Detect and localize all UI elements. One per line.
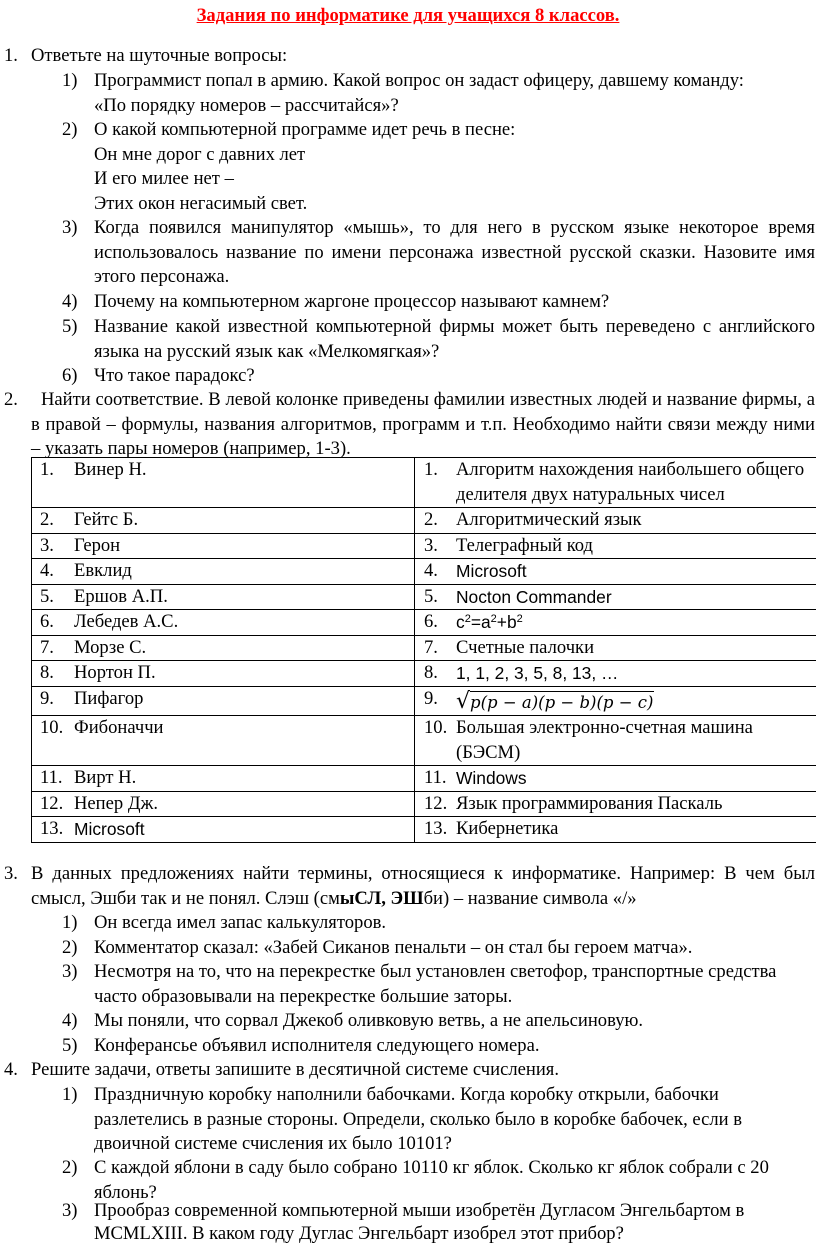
left-number: 7. (40, 636, 54, 658)
left-number: 1. (40, 459, 54, 480)
right-text: Счетные палочки (456, 636, 595, 658)
left-cell (32, 791, 415, 817)
left-entry (32, 534, 414, 559)
s1-item-1-number: 1) (62, 70, 78, 91)
song-line-1: Он мне дорог с давних лет (94, 144, 306, 165)
right-cell (415, 610, 816, 636)
left-number: 11. (40, 767, 63, 788)
right-text: 1, 1, 2, 3, 5, 8, 13, … (456, 663, 619, 683)
right-text: Nocton Commander (456, 586, 612, 607)
section-3-text-start: В данных предложениях найти термины, относящиеся к информатике. Например: В чем был смысл, Эшби так и не понял. Слэш (см (31, 863, 815, 909)
table-row (32, 458, 816, 508)
section-1-heading: Ответьте на шуточные вопросы: (31, 45, 288, 66)
left-name: Microsoft (74, 819, 145, 839)
right-number: 3. (424, 534, 438, 556)
s3-item-2-text: Комментатор сказал: «Забей Сиканов пенальти – он стал бы героем матча». (94, 937, 693, 958)
right-number: 1. (424, 459, 438, 480)
left-number: 3. (40, 534, 54, 556)
s1-item-5-text: Название какой известной компьютерной фирмы может быть переведено с английского языка на русский язык как «Мелкомягкая»? (94, 316, 815, 362)
table-row (32, 559, 816, 585)
left-number: 9. (40, 687, 54, 709)
song-line-3: Этих окон негасимый свет. (94, 193, 308, 214)
left-number: 4. (40, 560, 54, 581)
section-3-text-end: би) – название символа «/» (423, 887, 637, 909)
s4-item-1-number: 1) (62, 1084, 78, 1105)
right-number: 7. (424, 636, 438, 658)
left-cell (32, 716, 415, 766)
table-row (32, 716, 816, 766)
table-row (32, 584, 816, 610)
s1-item-6-number: 6) (62, 365, 78, 386)
song-line-2: И его милее нет – (94, 168, 234, 189)
left-cell (32, 635, 415, 661)
s3-item-5-text: Конферансье объявил исполнителя следующего номера. (94, 1035, 540, 1056)
matching-table (31, 457, 816, 843)
s4-item-3-text: Прообраз современной компьютерной мыши изобретён Дугласом Энгельбартом в MCMLXIII. В каком году Дуглас Энгельбарт изобрел этот прибор? (94, 1200, 745, 1244)
right-entry (415, 766, 816, 791)
right-entry (415, 458, 816, 507)
left-entry (32, 687, 414, 712)
left-entry (32, 817, 414, 842)
right-entry (415, 687, 816, 716)
left-number: 6. (40, 611, 54, 632)
left-cell (32, 661, 415, 687)
s1-item-4-number: 4) (62, 291, 78, 312)
right-entry (415, 508, 816, 533)
right-text: Microsoft (456, 561, 527, 581)
left-cell (32, 533, 415, 559)
s4-item-3-number: 3) (62, 1200, 78, 1221)
s3-item-3-number: 3) (62, 961, 78, 982)
right-cell (415, 716, 816, 766)
table-row (32, 791, 816, 817)
s1-item-3-text: Когда появился манипулятор «мышь», то для него в русском языке некоторое время использовалось название по имени персонажа известной русской сказки. Назовите имя этого персонажа. (94, 217, 815, 287)
s4-item-2-text: С каждой яблони в саду было собрано 10110 кг яблок. Сколько кг яблок собрали с 20 яблонь? (94, 1157, 769, 1203)
left-name: Ершов А.П. (74, 585, 168, 607)
left-cell (32, 766, 415, 792)
left-number: 5. (40, 585, 54, 607)
s3-item-1-text: Он всегда имел запас калькуляторов. (94, 912, 387, 933)
right-cell (415, 458, 816, 508)
right-text: Язык программирования Паскаль (456, 792, 723, 814)
right-number: 5. (424, 585, 438, 607)
right-number: 6. (424, 611, 438, 632)
left-cell (32, 817, 415, 843)
left-cell (32, 610, 415, 636)
right-cell (415, 533, 816, 559)
right-number: 13. (424, 818, 448, 839)
left-entry (32, 792, 414, 817)
right-entry (415, 661, 816, 686)
s3-item-4-number: 4) (62, 1010, 78, 1031)
s4-item-1-text: Праздничную коробку наполнили бабочками. Когда коробку открыли, бабочки разлетелись в разные стороны. Определи, сколько было в коробке бабочек, если в двоичной системе счисления их было 10101? (94, 1084, 743, 1154)
right-entry (415, 817, 816, 842)
right-entry (415, 585, 816, 610)
s1-item-6-text: Что такое парадокс? (94, 365, 255, 386)
right-cell (415, 635, 816, 661)
section-2-text: Найти соответствие. В левой колонке приведены фамилии известных людей и название фирмы, а в правой – формулы, названия алгоритмов, программ и т.п. Необходимо найти связи между ними – указать пары номеров (например, 1-3). (31, 389, 815, 459)
left-cell (32, 508, 415, 534)
s3-item-3-text: Несмотря на то, что на перекрестке был установлен светофор, транспортные средства часто образовывали на перекрестке большие заторы. (94, 961, 777, 1007)
right-text: Windows (456, 768, 527, 788)
left-cell (32, 458, 415, 508)
table-row (32, 766, 816, 792)
right-number: 10. (424, 717, 448, 738)
left-name: Евклид (74, 560, 132, 581)
right-cell (415, 686, 816, 716)
left-cell (32, 584, 415, 610)
s3-item-5-number: 5) (62, 1035, 78, 1056)
section-3-text (31, 862, 815, 911)
right-number: 9. (424, 687, 438, 709)
right-entry (415, 792, 816, 817)
left-entry (32, 661, 414, 686)
right-cell (415, 817, 816, 843)
left-number: 2. (40, 509, 54, 530)
right-cell (415, 508, 816, 534)
right-number: 12. (424, 792, 448, 814)
s1-item-5-number: 5) (62, 316, 78, 337)
page-title: Задания по информатике для учащихся 8 классов. (196, 5, 620, 26)
right-cell (415, 766, 816, 792)
left-name: Пифагор (74, 687, 144, 709)
right-number: 4. (424, 560, 438, 581)
right-number: 2. (424, 509, 438, 530)
s3-item-4-text: Мы поняли, что сорвал Джекоб оливковую ветвь, а не апельсиновую. (94, 1010, 644, 1031)
left-entry (32, 716, 414, 741)
left-entry (32, 766, 414, 791)
section-4-number: 4. (4, 1059, 18, 1080)
left-cell (32, 686, 415, 716)
left-name: Морзе С. (74, 636, 147, 658)
right-number: 8. (424, 662, 438, 683)
s1-item-2-number: 2) (62, 119, 78, 140)
right-entry (415, 636, 816, 661)
left-name: Гейтс Б. (74, 509, 139, 530)
section-4-heading: Решите задачи, ответы запишите в десятичной системе счисления. (31, 1059, 559, 1080)
left-name: Вирт Н. (74, 767, 137, 788)
section-1-number: 1. (4, 45, 18, 66)
left-number: 13. (40, 818, 64, 839)
right-text: Телеграфный код (456, 534, 594, 556)
left-number: 12. (40, 792, 64, 814)
section-3-text-bold: ыСЛ, ЭШ (339, 887, 424, 909)
s4-item-2-number: 2) (62, 1157, 78, 1178)
s1-item-4-text: Почему на компьютерном жаргоне процессор называют камнем? (94, 291, 610, 312)
left-name: Нортон П. (74, 662, 156, 683)
right-cell (415, 791, 816, 817)
right-entry (415, 610, 816, 635)
section-3-number: 3. (4, 863, 18, 884)
table-row (32, 508, 816, 534)
left-entry (32, 636, 414, 661)
right-text: Большая электронно-счетная машина (БЭСМ) (456, 717, 753, 763)
right-text: Кибернетика (456, 818, 559, 839)
right-text: Алгоритм нахождения наибольшего общего делителя двух натуральных чисел (456, 459, 805, 505)
left-entry (32, 610, 414, 635)
s1-item-3-number: 3) (62, 217, 78, 238)
table-row (32, 610, 816, 636)
left-entry (32, 585, 414, 610)
s1-item-2-text: О какой компьютерной программе идет речь в песне: (94, 119, 516, 140)
left-entry (32, 508, 414, 533)
left-name: Фибоначчи (74, 717, 164, 738)
section-2-number: 2. (4, 389, 18, 410)
right-entry (415, 716, 816, 765)
left-name: Герон (74, 534, 121, 556)
left-number: 8. (40, 662, 54, 683)
left-entry (32, 458, 414, 483)
right-cell (415, 584, 816, 610)
table-row (32, 635, 816, 661)
right-number: 11. (424, 767, 447, 788)
right-entry (415, 534, 816, 559)
left-cell (32, 559, 415, 585)
left-name: Лебедев А.С. (74, 611, 179, 632)
right-cell (415, 559, 816, 585)
table-row (32, 686, 816, 716)
left-name: Винер Н. (74, 459, 147, 480)
table-row (32, 817, 816, 843)
s1-item-1-text: Программист попал в армию. Какой вопрос он задаст офицеру, давшему команду: «По порядку номеров – рассчитайся»? (94, 70, 744, 116)
right-text: Алгоритмический язык (456, 509, 642, 530)
right-entry (415, 559, 816, 584)
left-number: 10. (40, 717, 64, 738)
table-row (32, 661, 816, 687)
right-cell (415, 661, 816, 687)
heron-formula: √p(p − a)(p − b)(p − c) (456, 688, 654, 714)
left-name: Непер Дж. (74, 792, 159, 814)
s3-item-2-number: 2) (62, 937, 78, 958)
s3-item-1-number: 1) (62, 912, 78, 933)
pythagoras-formula: $c^2=a^2+b^2$ (456, 612, 523, 632)
left-entry (32, 559, 414, 584)
table-row (32, 533, 816, 559)
